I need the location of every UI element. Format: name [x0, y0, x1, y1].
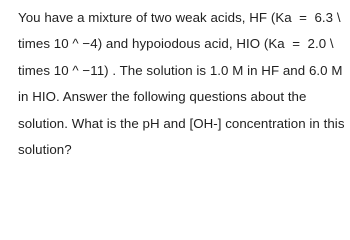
- question-line: solution?: [18, 142, 72, 157]
- question-line: You have a mixture of two weak acids, HF (Ka = 6.3 \: [18, 10, 341, 25]
- question-line: times 10 ^ −4) and hypoiodous acid, HIO (Ka = 2.0 \: [18, 36, 334, 51]
- question-line: in HIO. Answer the following questions about the: [18, 89, 307, 104]
- question-line: times 10 ^ −11) . The solution is 1.0 M in HF and 6.0 M: [18, 63, 343, 78]
- question-line: solution. What is the pH and [OH-] concentration in this: [18, 116, 345, 131]
- question-text-block: [18, 0, 348, 206]
